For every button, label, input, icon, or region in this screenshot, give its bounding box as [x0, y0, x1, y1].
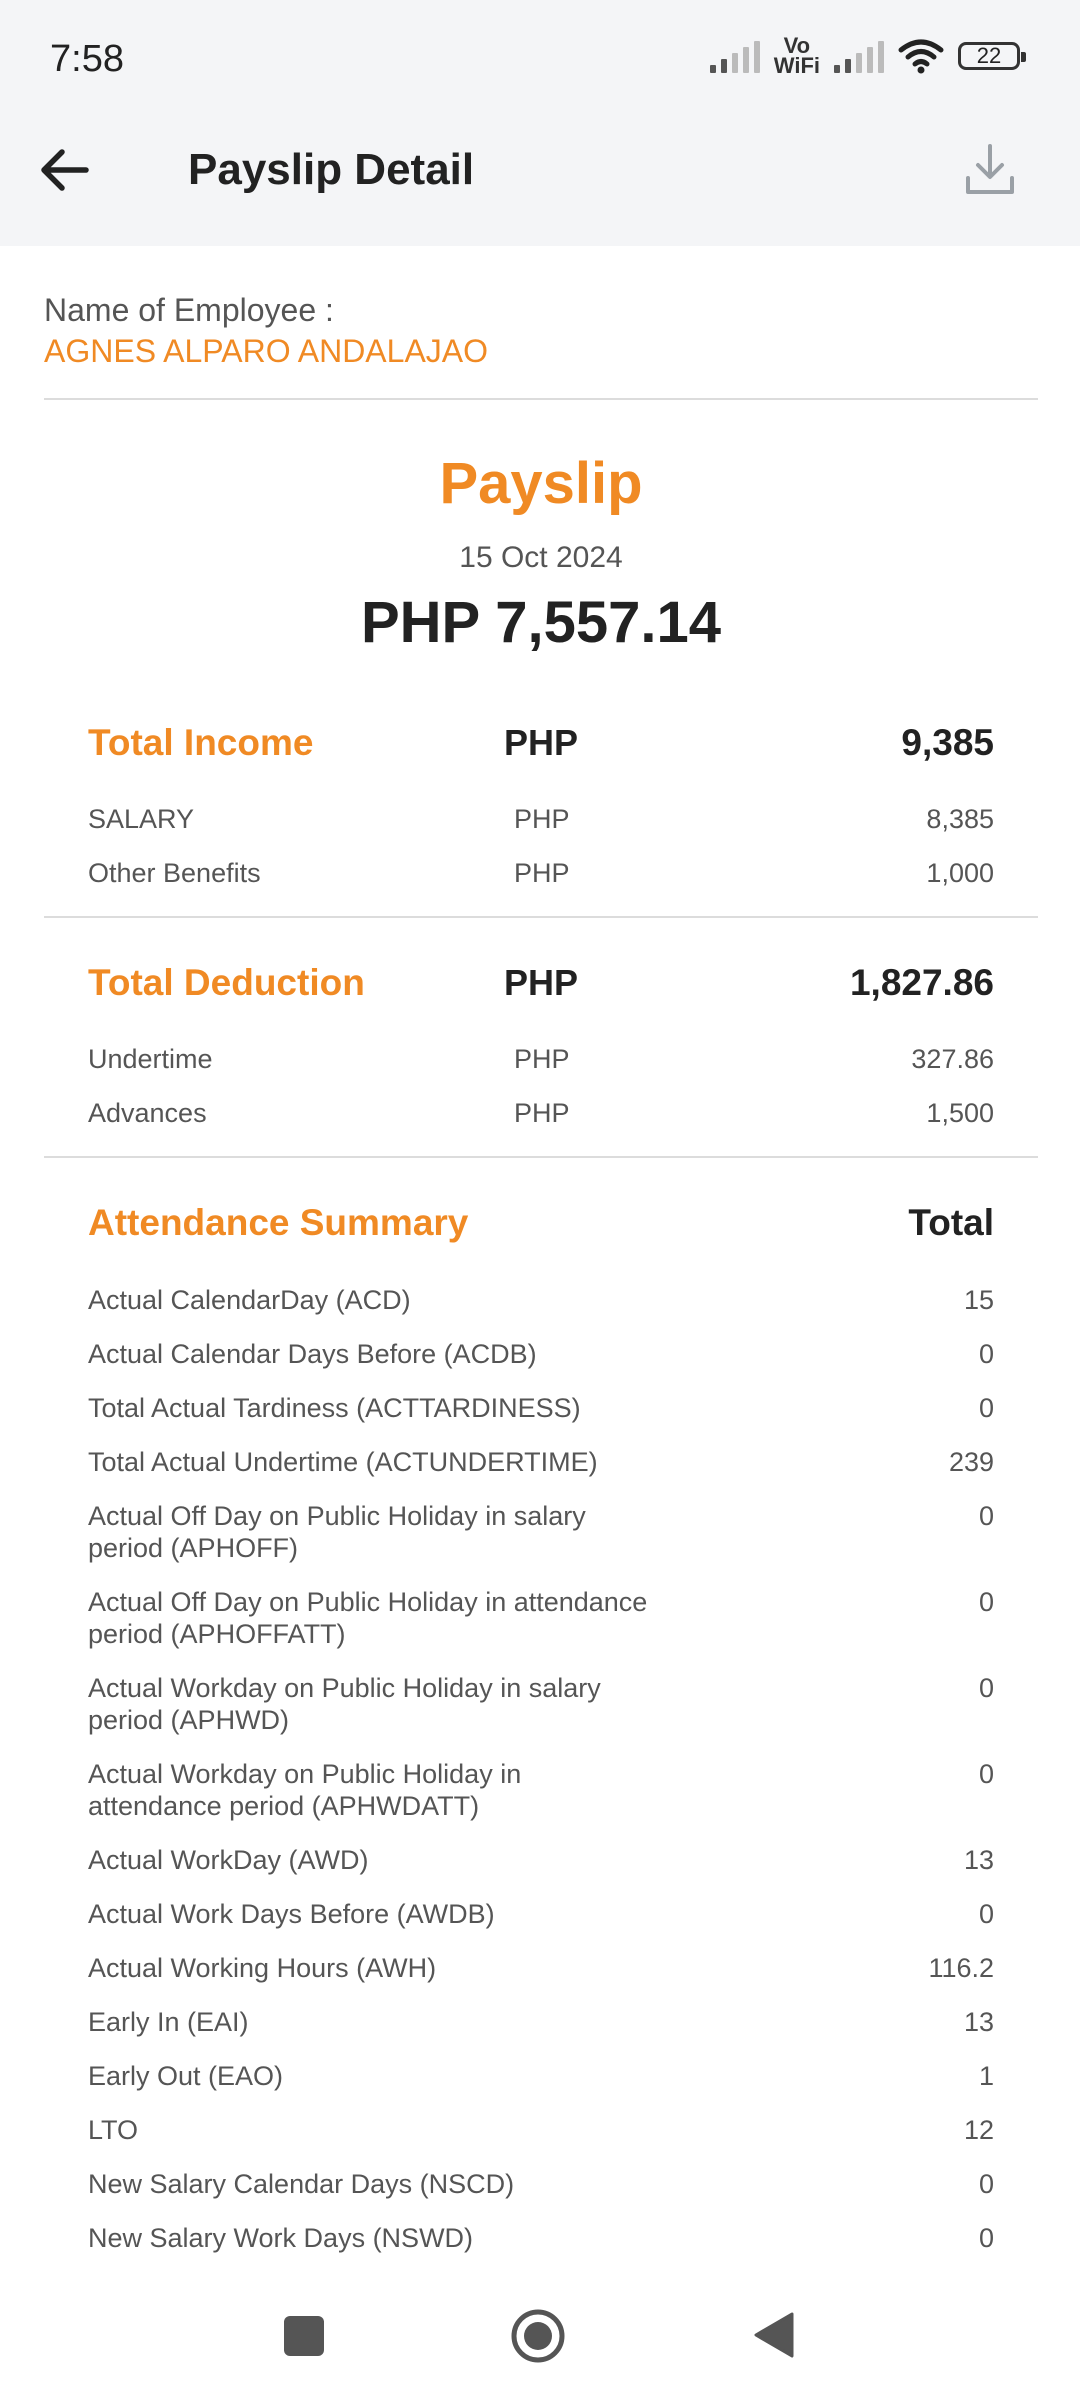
signal-icon-2: [834, 39, 884, 73]
attendance-value: 1: [978, 2061, 994, 2091]
attendance-total-label: Total: [908, 1202, 994, 1243]
attendance-value: 0: [978, 1587, 994, 1617]
attendance-value: 13: [963, 2007, 994, 2037]
income-label: Other Benefits: [88, 858, 261, 888]
wifi-icon: [898, 38, 944, 74]
attendance-row: [44, 2168, 1038, 2222]
income-amount: 1,000: [926, 858, 994, 888]
divider: [44, 398, 1038, 400]
deduction-header: [44, 962, 1038, 1022]
attendance-row: [44, 1898, 1038, 1952]
attendance-label: Actual Workday on Public Holiday in attendance period (APHWDATT): [88, 1759, 522, 1821]
arrow-left-icon[interactable]: [34, 140, 94, 200]
attendance-row: [44, 1952, 1038, 2006]
attendance-value: 0: [978, 2169, 994, 2199]
recents-button[interactable]: [284, 2316, 324, 2356]
deduction-amount: 327.86: [911, 1044, 994, 1074]
income-total: 9,385: [901, 722, 994, 763]
status-icons: [710, 33, 1020, 78]
status-bar: [0, 0, 1080, 120]
vowifi-icon: Vo WiFi: [773, 33, 820, 78]
attendance-value: 0: [978, 1339, 994, 1369]
attendance-value: 0: [978, 1673, 994, 1703]
income-row-currency: PHP: [514, 804, 570, 834]
attendance-row: [44, 2114, 1038, 2168]
income-row: [44, 804, 1038, 858]
attendance-label: Actual WorkDay (AWD): [88, 1845, 369, 1875]
income-header: [44, 722, 1038, 782]
attendance-label: Total Actual Undertime (ACTUNDERTIME): [88, 1447, 598, 1477]
attendance-title: Attendance Summary: [88, 1202, 469, 1243]
attendance-value: 116.2: [928, 1953, 994, 1983]
attendance-row: [44, 1844, 1038, 1898]
attendance-value: 0: [978, 1393, 994, 1423]
attendance-label: Actual Working Hours (AWH): [88, 1953, 437, 1983]
attendance-label: Actual CalendarDay (ACD): [88, 1285, 411, 1315]
attendance-row: [44, 1500, 1038, 1586]
deduction-label: Undertime: [88, 1044, 213, 1074]
attendance-value: 239: [948, 1447, 994, 1477]
divider: [44, 916, 1038, 918]
deduction-title: Total Deduction: [88, 962, 365, 1003]
deduction-row-currency: PHP: [514, 1098, 570, 1128]
attendance-label: Actual Work Days Before (AWDB): [88, 1899, 495, 1929]
deduction-row-currency: PHP: [514, 1044, 570, 1074]
attendance-value: 13: [963, 1845, 994, 1875]
download-icon[interactable]: [962, 140, 1018, 200]
payslip-title: Payslip: [439, 451, 643, 516]
attendance-label: Total Actual Tardiness (ACTTARDINESS): [88, 1393, 581, 1423]
payslip-date: 15 Oct 2024: [459, 541, 623, 574]
attendance-label: LTO: [88, 2115, 139, 2145]
attendance-label: Actual Off Day on Public Holiday in attendance period (APHOFFATT): [88, 1587, 648, 1649]
attendance-label: Actual Workday on Public Holiday in salary period (APHWD): [88, 1673, 601, 1735]
back-nav-button[interactable]: [752, 2310, 796, 2360]
app-bar: [0, 120, 1080, 246]
divider: [44, 1156, 1038, 1158]
attendance-row: [44, 1392, 1038, 1446]
attendance-row: [44, 2006, 1038, 2060]
attendance-label: Early In (EAI): [88, 2007, 249, 2037]
attendance-label: New Salary Calendar Days (NSCD): [88, 2169, 515, 2199]
attendance-value: 0: [978, 1759, 994, 1789]
income-currency: PHP: [504, 722, 579, 763]
attendance-row: [44, 1672, 1038, 1758]
income-row: [44, 858, 1038, 912]
attendance-row: [44, 1586, 1038, 1672]
deduction-row: [44, 1098, 1038, 1152]
deduction-currency: PHP: [504, 962, 579, 1003]
battery-icon: 22: [958, 42, 1020, 70]
income-title: Total Income: [88, 722, 314, 763]
deduction-row: [44, 1044, 1038, 1098]
attendance-row: [44, 2222, 1038, 2276]
attendance-value: 12: [963, 2115, 994, 2145]
attendance-row: [44, 1338, 1038, 1392]
attendance-row: [44, 1758, 1038, 1844]
system-nav-bar: [0, 2280, 1080, 2400]
income-amount: 8,385: [926, 804, 994, 834]
deduction-total: 1,827.86: [849, 962, 994, 1003]
employee-label: Name of Employee :: [44, 292, 334, 328]
deduction-label: Advances: [88, 1098, 207, 1128]
net-pay: PHP 7,557.14: [360, 590, 722, 655]
signal-icon: [710, 39, 760, 73]
status-time: 7:58: [50, 38, 124, 80]
attendance-value: 0: [978, 2223, 994, 2253]
income-label: SALARY: [88, 804, 195, 834]
home-button[interactable]: [510, 2308, 566, 2364]
attendance-row: [44, 2060, 1038, 2114]
attendance-label: Actual Calendar Days Before (ACDB): [88, 1339, 537, 1369]
payslip-content: [44, 246, 1038, 2276]
attendance-value: 0: [978, 1501, 994, 1531]
attendance-label: Early Out (EAO): [88, 2061, 284, 2091]
employee-name: AGNES ALPARO ANDALAJAO: [44, 333, 489, 369]
attendance-value: 15: [963, 1285, 994, 1315]
attendance-label: Actual Off Day on Public Holiday in salary period (APHOFF): [88, 1501, 586, 1563]
attendance-row: [44, 1284, 1038, 1338]
deduction-amount: 1,500: [926, 1098, 994, 1128]
attendance-label: New Salary Work Days (NSWD): [88, 2223, 474, 2253]
page-title: Payslip Detail: [188, 145, 475, 194]
income-row-currency: PHP: [514, 858, 570, 888]
attendance-value: 0: [978, 1899, 994, 1929]
attendance-header: [44, 1202, 1038, 1262]
attendance-row: [44, 1446, 1038, 1500]
